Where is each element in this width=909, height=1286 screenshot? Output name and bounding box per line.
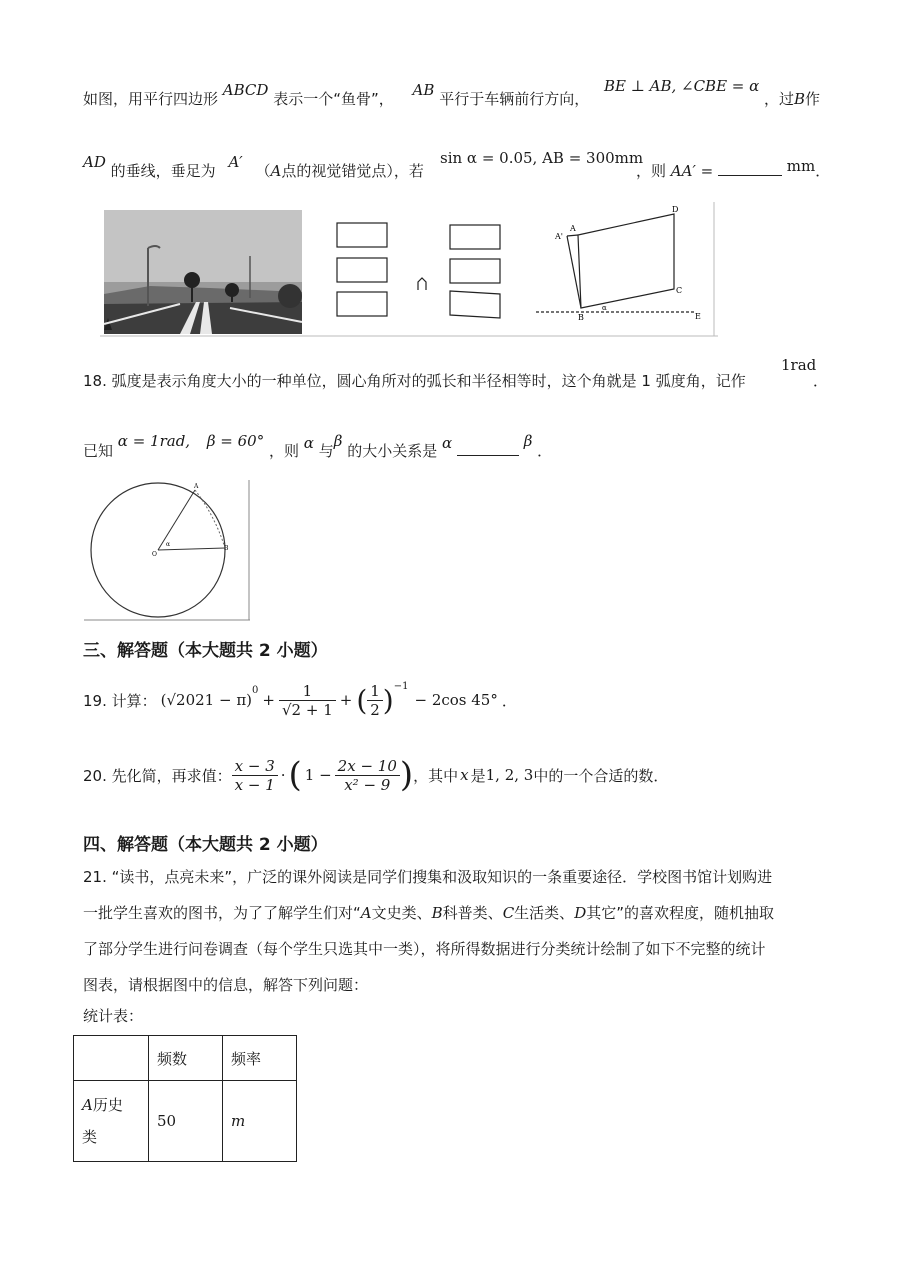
q17-text: ，过 xyxy=(764,90,795,108)
table-header-cell xyxy=(74,1036,149,1081)
label-a: A xyxy=(194,483,199,490)
q18-text: ，则 xyxy=(269,442,300,460)
q20-text: ，其中 xyxy=(413,766,459,785)
label-d: D xyxy=(672,205,679,214)
q17-line2 xyxy=(83,153,424,181)
q18-end: ． xyxy=(537,442,553,460)
q18-alpha: α xyxy=(303,434,314,452)
q18-text: 与 xyxy=(318,442,334,460)
q19-label: 19. 计算： xyxy=(83,691,157,710)
table-row xyxy=(74,1081,297,1162)
q19-frac1: $\frac{1}{√2 + 1}$ xyxy=(279,682,336,719)
q20-line: 20. 先化简，再求值： $\frac{x - 3}{x - 1}$ · ( 1 − $\frac{2x - 10}{\text{x² − 9}}$ ) ，其中 x 是 1, 2, 3 中的一个合适的数． xyxy=(83,755,669,795)
section-4-title: 四、解答题（本大题共 2 小题） xyxy=(83,835,328,855)
q19-line: 19. 计算： (√2021 − π) 0 + $\frac{1}{√2 + 1}$ + ( $\frac{1}{2}$ ) −1 − 2cos 45° ． xyxy=(83,680,517,719)
q17-line2-tail xyxy=(636,157,831,181)
q17-answer-label: AA′ = xyxy=(670,162,714,180)
q18-figure xyxy=(82,478,254,624)
label-alpha: α xyxy=(602,304,607,312)
q19-frac2: $\frac{1}{2}$ xyxy=(367,682,383,719)
section-3-title: 三、解答题（本大题共 2 小题） xyxy=(83,641,328,661)
q19-end: ． xyxy=(501,691,517,710)
q18-line1 xyxy=(83,370,746,391)
table-cell-rate: m xyxy=(223,1081,297,1162)
q18-line2 xyxy=(83,432,553,461)
fishbone-blocks xyxy=(337,223,500,318)
q17-end: ． xyxy=(815,162,831,180)
q20-label: 20. 先化简，再求值： xyxy=(83,766,232,785)
q21-paragraph-3: 了部分学生进行问卷调查（每个学生只选其中一类），将所得数据进行分类统计绘制了如下不完整的统计 xyxy=(83,940,766,958)
q17-text: 如图，用平行四边形 xyxy=(83,90,219,108)
q17-line1 xyxy=(83,81,590,109)
table-header-cell: 频数 xyxy=(149,1036,223,1081)
label-e: E xyxy=(695,312,701,321)
q17-figure xyxy=(100,198,718,340)
q18-cond1: α = 1rad, xyxy=(117,432,191,450)
q18-beta: β xyxy=(333,432,343,450)
q20-text: 是 xyxy=(470,766,486,785)
q18-text: 已知 xyxy=(83,442,114,460)
q17-text: 表示一个“鱼骨”， xyxy=(273,90,394,108)
q19-plus2: + xyxy=(339,691,353,709)
q20-frac2: $\frac{2x - 10}{\text{x² − 9}}$ xyxy=(335,757,400,794)
table-cell-frequency: 50 xyxy=(149,1081,223,1162)
q20-set: 1, 2, 3 xyxy=(485,766,534,784)
label-alpha: α xyxy=(166,541,171,548)
label-a: A xyxy=(570,224,576,233)
q17-condition2: sin α = 0.05, AB = 300mm xyxy=(440,149,644,167)
q17-answer-blank[interactable] xyxy=(718,161,782,176)
q17-a: A xyxy=(270,162,282,180)
q17-text: 平行于车辆前行方向， xyxy=(439,90,590,108)
statistics-table xyxy=(73,1035,297,1162)
q17-text: 的垂线，垂足为 xyxy=(110,162,216,180)
q20-frac1: $\frac{x - 3}{x - 1}$ xyxy=(232,757,278,794)
table-header-row xyxy=(74,1036,297,1081)
table-header-cell: 频率 xyxy=(223,1036,297,1081)
q17-a-prime: A′ xyxy=(228,153,243,171)
q21-paragraph-2: 一批学生喜欢的图书，为了了解学生们对“A文史类、B科普类、C生活类、D其它”的喜欢程度，随机抽取 xyxy=(83,904,774,922)
q18-cond2: β = 60° xyxy=(206,432,265,450)
q21-paragraph-1: 21. “读书，点亮未来”，广泛的课外阅读是同学们搜集和汲取知识的一条重要途径．学校图书馆计划购进 xyxy=(83,868,773,886)
q19-term1: (√2021 − π) xyxy=(160,691,253,709)
label-c: C xyxy=(676,286,683,295)
q18-dot: ． xyxy=(813,372,829,390)
q17-abcd: ABCD xyxy=(222,81,269,99)
q20-one-minus: 1 − xyxy=(304,766,332,784)
q17-line1-tail xyxy=(764,88,820,109)
q17-condition: BE ⊥ AB, ∠CBE = α xyxy=(604,77,760,95)
label-b: B xyxy=(224,545,229,552)
q20-x: x xyxy=(460,766,469,784)
q19-plus: + xyxy=(262,691,275,709)
q18-alpha2: α xyxy=(441,434,453,452)
q19-exp0: 0 xyxy=(252,684,259,696)
table-row-label: A历史 类 xyxy=(74,1081,149,1162)
label-a-prime: A' xyxy=(555,232,563,241)
q17-text: 作 xyxy=(805,90,821,108)
q17-unit: mm xyxy=(786,157,816,175)
q18-text: 18. 弧度是表示角度大小的一种单位，圆心角所对的弧长和半径相等时，这个角就是 1 弧度角，记作 xyxy=(83,372,746,390)
q18-text: 的大小关系是 xyxy=(347,442,438,460)
q21-table-title: 统计表： xyxy=(83,1007,144,1025)
q18-answer-blank[interactable] xyxy=(457,441,519,456)
q21-paragraph-4: 图表，请根据图中的信息，解答下列问题： xyxy=(83,976,369,994)
q19-exp2: −1 xyxy=(393,680,409,692)
label-b: B xyxy=(578,313,584,322)
parallelogram-diagram xyxy=(536,214,696,312)
q20-text: 中的一个合适的数． xyxy=(533,766,669,785)
q17-text: （ xyxy=(255,162,271,180)
q19-tail: − 2cos 45° xyxy=(414,691,498,709)
q20-dot: · xyxy=(280,766,286,784)
q17-ab: AB xyxy=(412,81,435,99)
q17-text: ，则 xyxy=(636,162,667,180)
q17-b: B xyxy=(794,90,806,108)
label-o: O xyxy=(152,551,157,558)
q17-ad: AD xyxy=(83,153,106,171)
q17-text: 点的视觉错觉点），若 xyxy=(281,162,424,180)
q18-beta2: β xyxy=(523,432,533,450)
q18-rad: 1rad xyxy=(781,356,817,374)
road-photo xyxy=(104,210,302,334)
